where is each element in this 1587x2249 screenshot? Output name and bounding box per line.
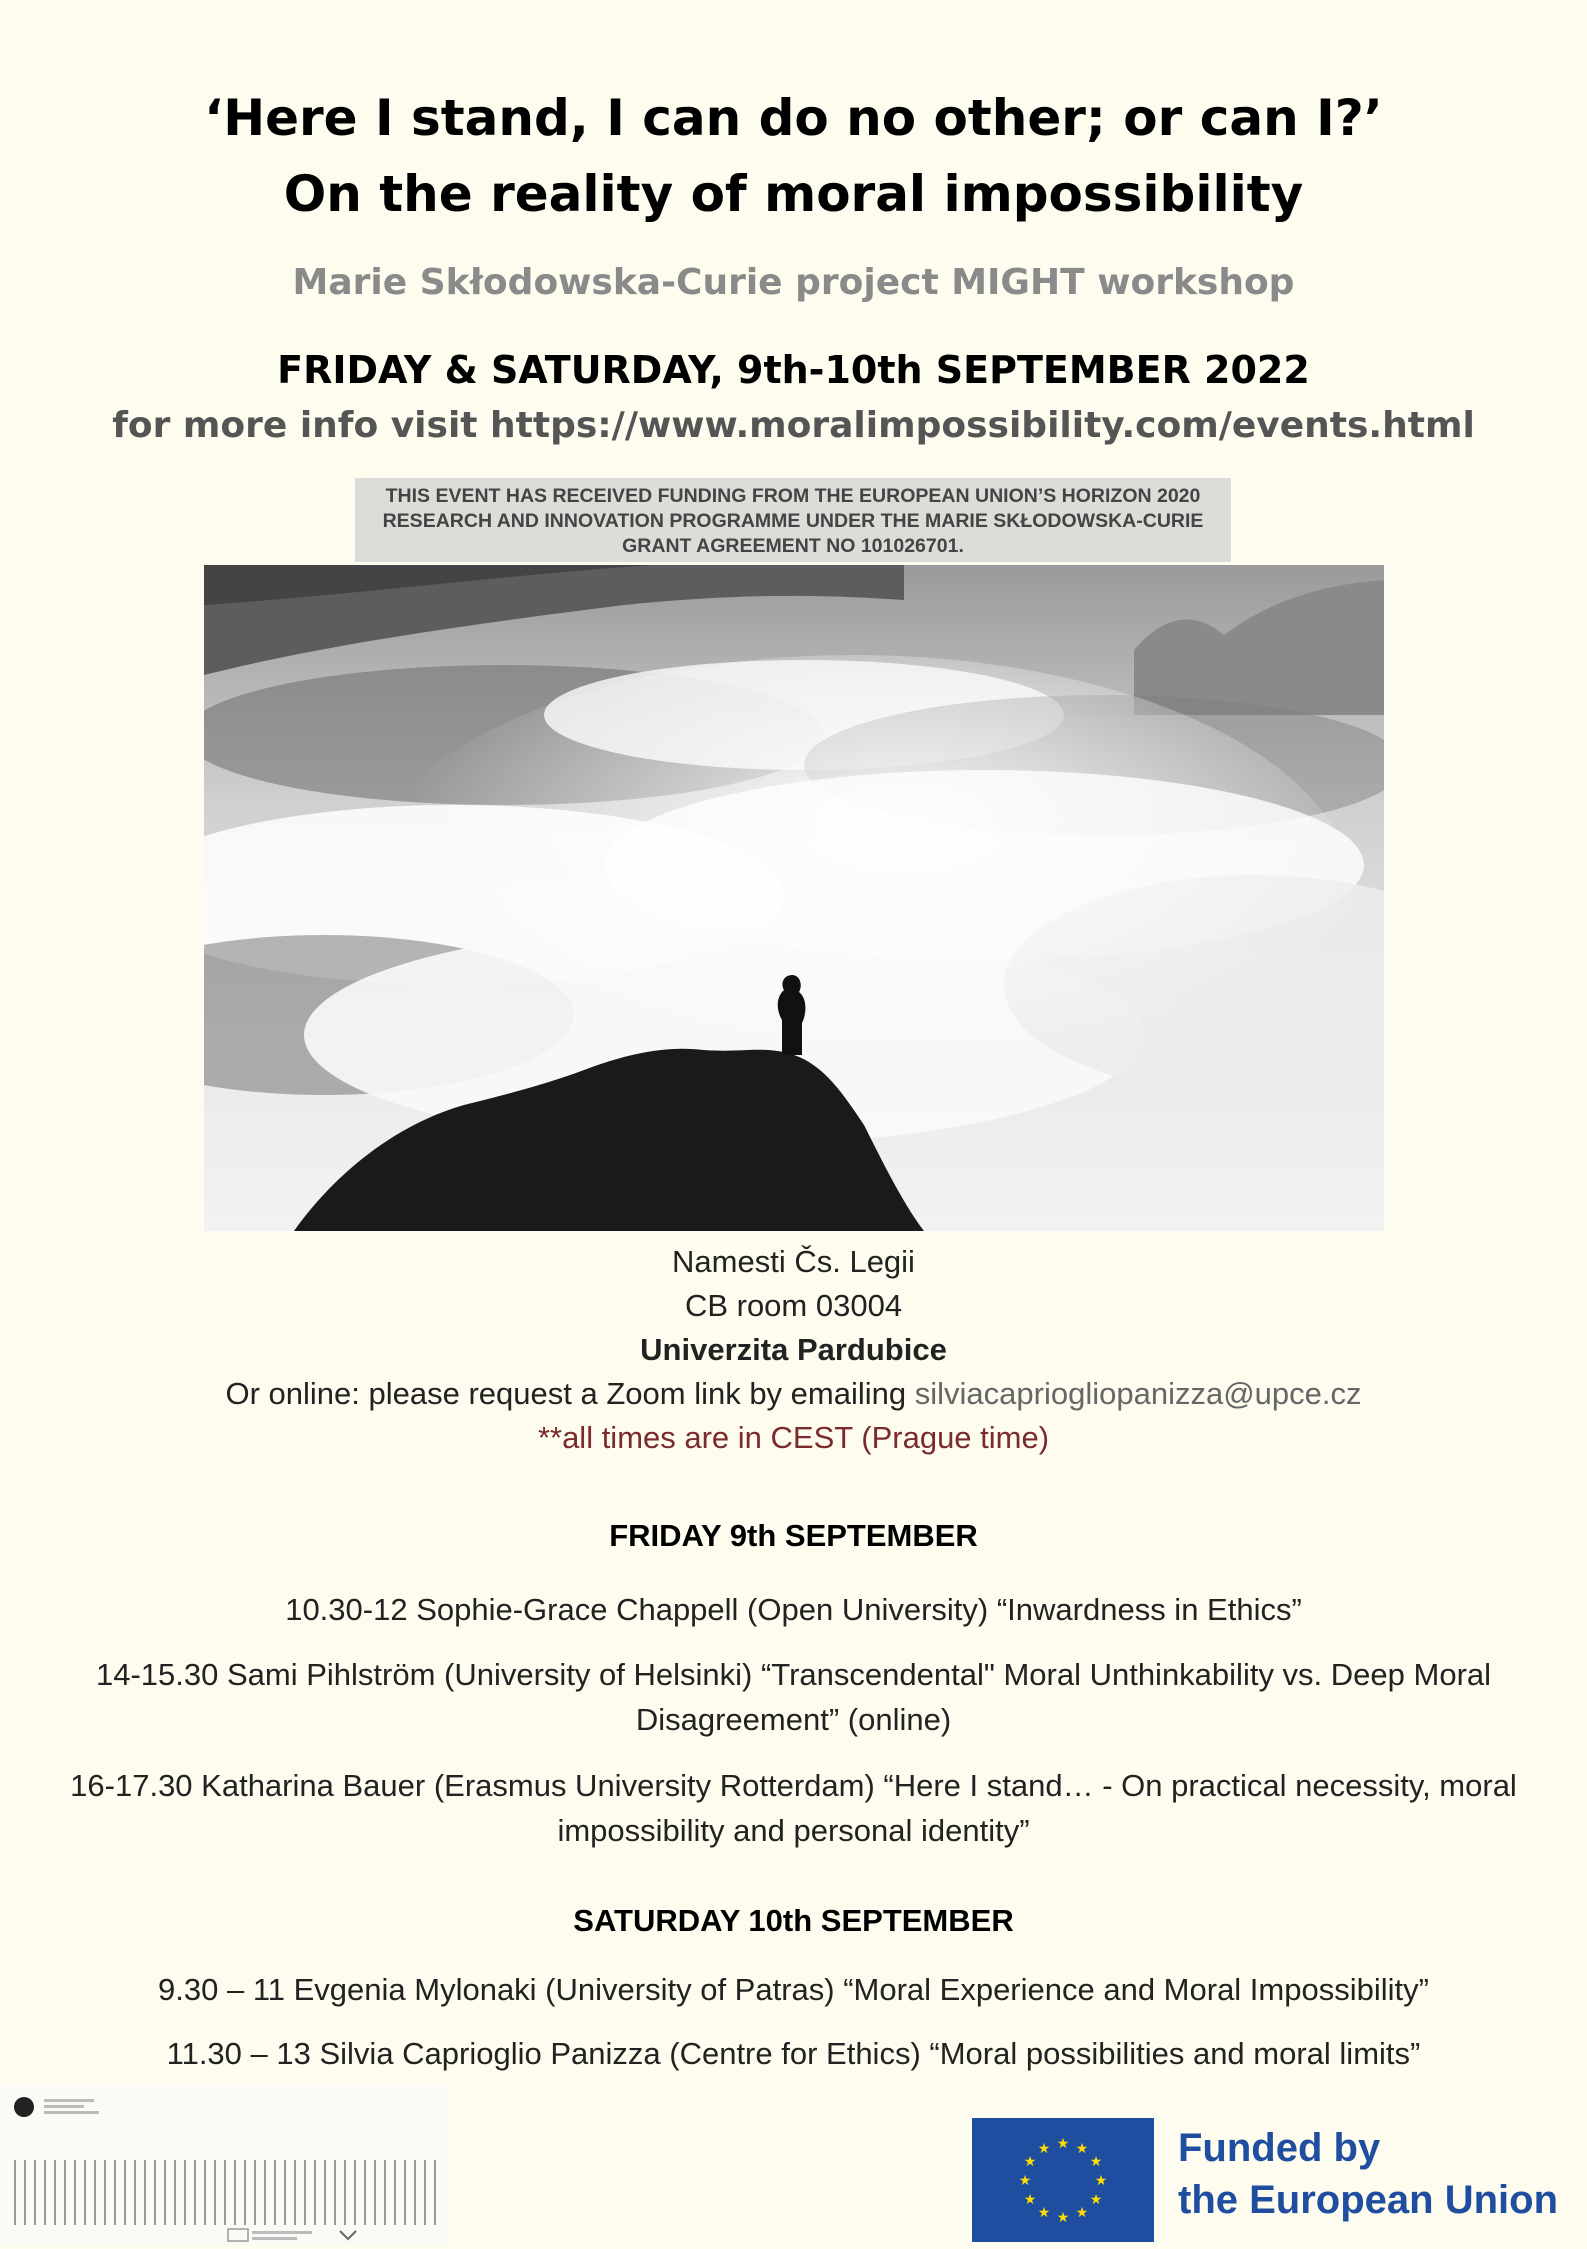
venue-room: CB room 03004 bbox=[684, 1288, 903, 1323]
eu-line-2: the European Union bbox=[1178, 2178, 1558, 2222]
funding-notice bbox=[355, 478, 1231, 562]
poster-title bbox=[0, 80, 1587, 232]
svg-text:★: ★ bbox=[1089, 2192, 1103, 2208]
svg-text:★: ★ bbox=[1023, 2154, 1037, 2170]
friday-talk-2: 14-15.30 Sami Pihlström (University of Helsinki) “Transcendental" Moral Unthinkability vs. Deep Moral Disagreement” (online) bbox=[95, 1657, 1492, 1737]
university-logo bbox=[0, 2085, 450, 2245]
mountain-clouds-photo bbox=[204, 565, 1384, 1231]
svg-text:★: ★ bbox=[1037, 2141, 1051, 2157]
saturday-heading: SATURDAY 10th SEPTEMBER bbox=[573, 1903, 1014, 1938]
svg-text:★: ★ bbox=[1037, 2205, 1051, 2221]
title-line-1: ‘Here I stand, I can do no other; or can I?’ bbox=[204, 89, 1383, 147]
friday-talk-3: 16-17.30 Katharina Bauer (Erasmus University Rotterdam) “Here I stand… - On practical necessity, moral impossibility and personal identity” bbox=[70, 1768, 1517, 1848]
saturday-talk-1: 9.30 – 11 Evgenia Mylonaki (University of Patras) “Moral Experience and Moral Impossibility” bbox=[158, 1972, 1429, 2007]
svg-text:★: ★ bbox=[1094, 2173, 1108, 2189]
svg-text:★: ★ bbox=[1089, 2154, 1103, 2170]
timezone-note: **all times are in CEST (Prague time) bbox=[537, 1420, 1050, 1455]
friday-heading: FRIDAY 9th SEPTEMBER bbox=[609, 1518, 978, 1553]
venue-university: Univerzita Pardubice bbox=[640, 1332, 947, 1367]
svg-text:★: ★ bbox=[1056, 2136, 1070, 2152]
funding-line-1: THIS EVENT HAS RECEIVED FUNDING FROM THE EUROPEAN UNION’S HORIZON 2020 bbox=[385, 485, 1201, 507]
online-line bbox=[0, 1372, 1587, 1416]
venue-address: Namesti Čs. Legii bbox=[672, 1244, 915, 1279]
svg-text:★: ★ bbox=[1056, 2210, 1070, 2226]
more-info-link[interactable]: for more info visit https://www.moralimpossibility.com/events.html bbox=[112, 405, 1475, 446]
eu-line-1: Funded by bbox=[1178, 2126, 1381, 2170]
venue-block bbox=[0, 1240, 1587, 1460]
title-line-2: On the reality of moral impossibility bbox=[283, 165, 1304, 223]
svg-text:★: ★ bbox=[1023, 2192, 1037, 2208]
svg-text:★: ★ bbox=[1075, 2141, 1089, 2157]
eu-funding-text bbox=[1178, 2122, 1558, 2226]
centre-for-ethics-logo-icon bbox=[0, 2085, 450, 2245]
svg-text:★: ★ bbox=[1075, 2205, 1089, 2221]
svg-text:★: ★ bbox=[1018, 2173, 1032, 2189]
funding-line-3: GRANT AGREEMENT NO 101026701. bbox=[622, 535, 964, 557]
contact-email-link[interactable]: silviacapriogliopanizza@upce.cz bbox=[914, 1376, 1362, 1411]
funding-line-2: RESEARCH AND INNOVATION PROGRAMME UNDER THE MARIE SKŁODOWSKA-CURIE bbox=[382, 510, 1204, 532]
friday-talk-1: 10.30-12 Sophie-Grace Chappell (Open University) “Inwardness in Ethics” bbox=[285, 1592, 1302, 1627]
subtitle: Marie Skłodowska-Curie project MIGHT workshop bbox=[292, 262, 1295, 303]
saturday-talk-2: 11.30 – 13 Silvia Caprioglio Panizza (Centre for Ethics) “Moral possibilities and moral limits” bbox=[166, 2036, 1421, 2071]
online-prefix: Or online: please request a Zoom link by emailing bbox=[225, 1376, 915, 1411]
eu-flag-icon bbox=[972, 2118, 1154, 2242]
event-date: FRIDAY & SATURDAY, 9th-10th SEPTEMBER 2022 bbox=[277, 348, 1310, 392]
